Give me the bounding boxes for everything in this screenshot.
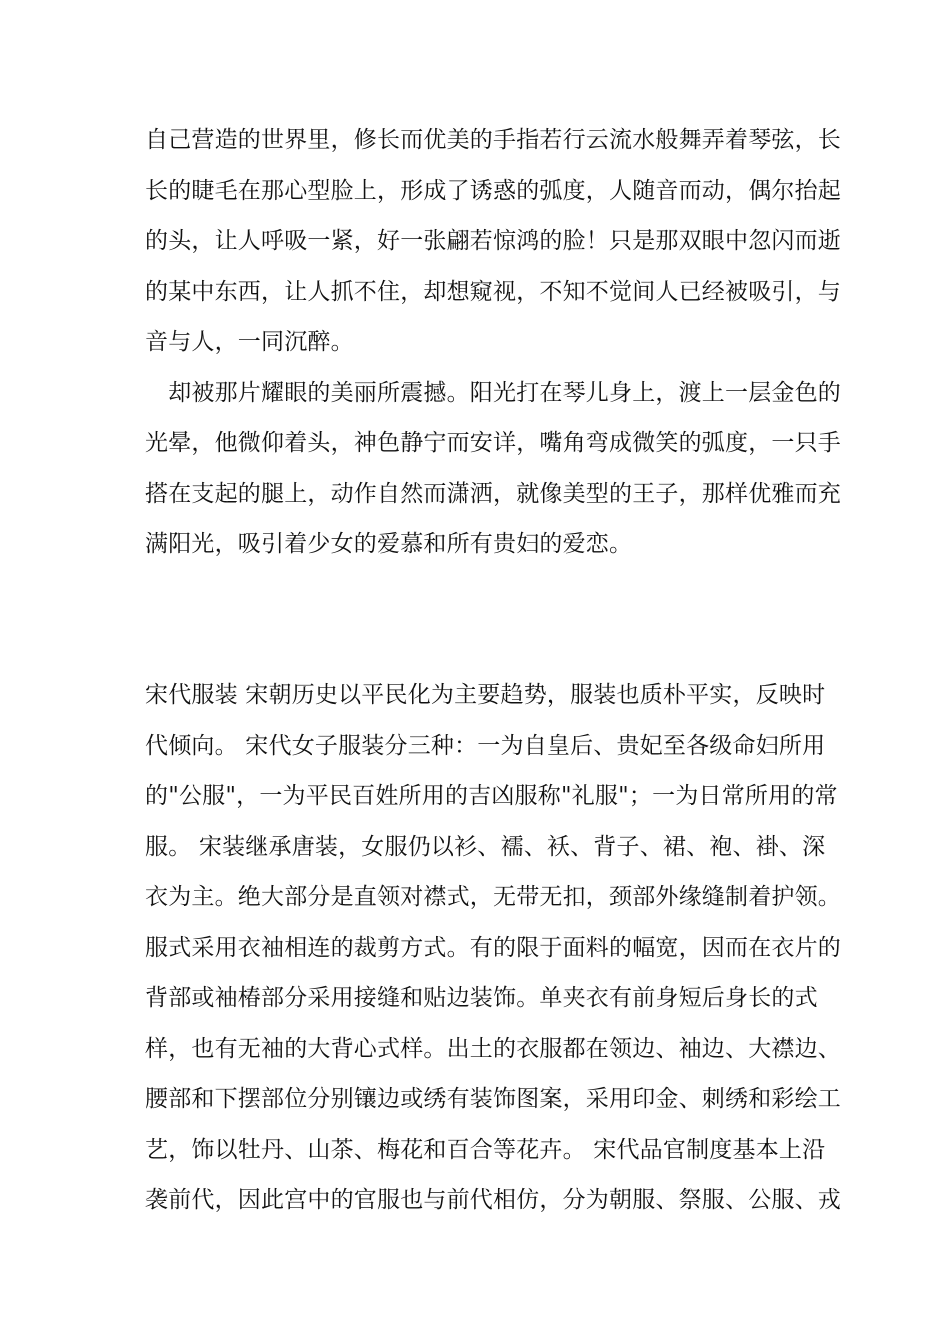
paragraph-2-line-4: 满阳光，吸引着少女的爱慕和所有贵妇的爱恋。: [145, 531, 633, 557]
paragraph-1-line-1: 自己营造的世界里，修长而优美的手指若行云流水般舞弄着琴弦，长: [145, 127, 841, 153]
paragraph-1-line-4: 的某中东西，让人抓不住，却想窥视，不知不觉间人已经被吸引，与: [145, 279, 841, 305]
paragraph-3-line-10: 艺，饰以牡丹、山茶、梅花和百合等花卉。 宋代品官制度基本上沿: [145, 1137, 826, 1163]
paragraph-3-line-11: 袭前代，因此宫中的官服也与前代相仿，分为朝服、祭服、公服、戎: [145, 1187, 841, 1213]
paragraph-3-line-6: 服式采用衣袖相连的裁剪方式。有的限于面料的幅宽，因而在衣片的: [145, 935, 841, 961]
paragraph-3-line-5: 衣为主。绝大部分是直领对襟式，无带无扣，颈部外缘缝制着护领。: [145, 884, 841, 910]
paragraph-3-line-7: 背部或袖椿部分采用接缝和贴边装饰。单夹衣有前身短后身长的式: [145, 985, 818, 1011]
paragraph-1-line-2: 长的睫毛在那心型脸上，形成了诱惑的弧度，人随音而动，偶尔抬起: [145, 178, 841, 204]
paragraph-2-line-1: 却被那片耀眼的美丽所震撼。阳光打在琴儿身上，渡上一层金色的: [145, 380, 841, 406]
paragraph-3-line-4: 服。 宋装继承唐装，女服仍以衫、襦、袄、背子、裙、袍、褂、深: [145, 834, 826, 860]
paragraph-3-line-3: 的"公服"，一为平民百姓所用的吉凶服称"礼服"；一为日常所用的常: [145, 783, 838, 809]
paragraph-1-line-5: 音与人，一同沉醉。: [145, 329, 354, 355]
paragraph-3-line-1: 宋代服装 宋朝历史以平民化为主要趋势，服装也质朴平实，反映时: [145, 682, 826, 708]
paragraph-3-line-8: 样，也有无袖的大背心式样。出土的衣服都在领边、袖边、大襟边、: [145, 1036, 841, 1062]
paragraph-2-line-2: 光晕，他微仰着头，神色静宁而安详，嘴角弯成微笑的弧度，一只手: [145, 430, 841, 456]
paragraph-1-line-3: 的头，让人呼吸一紧，好一张翩若惊鸿的脸！只是那双眼中忽闪而逝: [145, 228, 841, 254]
paragraph-2-line-3: 搭在支起的腿上，动作自然而潇洒，就像美型的王子，那样优雅而充: [145, 481, 841, 507]
paragraph-3-line-2: 代倾向。 宋代女子服装分三种：一为自皇后、贵妃至各级命妇所用: [145, 733, 826, 759]
paragraph-3-line-9: 腰部和下摆部位分别镶边或绣有装饰图案，采用印金、刺绣和彩绘工: [145, 1086, 841, 1112]
